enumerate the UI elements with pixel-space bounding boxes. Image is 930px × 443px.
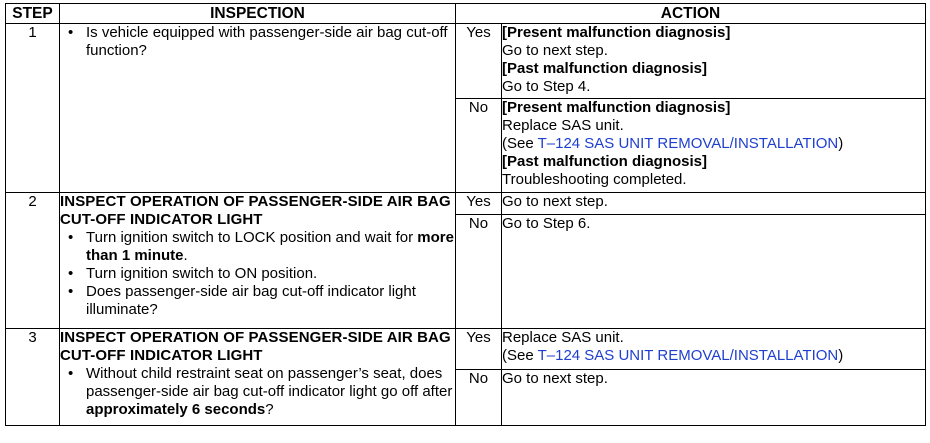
bullet-emphasis: approximately 6 seconds bbox=[86, 401, 266, 418]
no-label: No bbox=[456, 215, 502, 329]
bullet-text: Without child restraint seat on passenger’s seat, does passenger-side air bag cut-off indicator light go off after bbox=[86, 365, 453, 400]
see-reference bbox=[502, 135, 925, 153]
action-cell bbox=[502, 99, 926, 193]
action-text: Go to next step. bbox=[502, 193, 926, 215]
inspection-bullet: • Is vehicle equipped with passenger-side air bag cut-off function? bbox=[86, 24, 455, 60]
action-text: Replace SAS unit. bbox=[502, 329, 624, 346]
column-header-step: STEP bbox=[6, 4, 60, 24]
inspection-bullets bbox=[60, 365, 455, 419]
action-text: Replace SAS unit. bbox=[502, 117, 624, 134]
inspection-heading: INSPECT OPERATION OF PASSENGER-SIDE AIR BAG CUT-OFF INDICATOR LIGHT bbox=[60, 193, 451, 228]
table-row bbox=[6, 329, 926, 370]
see-prefix: (See bbox=[502, 135, 538, 152]
inspection-bullet bbox=[86, 365, 455, 419]
inspection-bullet: • Does passenger-side air bag cut-off indicator light illuminate? bbox=[86, 283, 455, 319]
step-number: 1 bbox=[6, 24, 60, 193]
see-suffix: ) bbox=[838, 347, 844, 364]
see-prefix: (See bbox=[502, 347, 538, 364]
see-suffix: ) bbox=[838, 135, 844, 152]
step-number: 3 bbox=[6, 329, 60, 426]
action-text: Go to next step. bbox=[502, 42, 608, 59]
yes-label: Yes bbox=[456, 24, 502, 99]
inspection-bullets bbox=[60, 229, 455, 319]
diagnostic-procedure bbox=[5, 3, 926, 426]
past-diagnosis-heading: [Past malfunction diagnosis] bbox=[502, 153, 708, 170]
column-header-inspection: INSPECTION bbox=[60, 4, 456, 24]
table-header-row bbox=[6, 4, 926, 24]
action-text: Go to Step 4. bbox=[502, 78, 591, 95]
inspection-bullets bbox=[60, 24, 455, 60]
diagnostic-table bbox=[5, 3, 926, 426]
sas-unit-removal-link[interactable]: T–124 SAS UNIT REMOVAL/INSTALLATION bbox=[537, 135, 839, 152]
yes-label: Yes bbox=[456, 329, 502, 370]
past-diagnosis-heading: [Past malfunction diagnosis] bbox=[502, 60, 708, 77]
inspection-cell bbox=[60, 329, 456, 426]
step-number: 2 bbox=[6, 193, 60, 329]
inspection-bullet bbox=[86, 229, 455, 265]
present-diagnosis-heading: [Present malfunction diagnosis] bbox=[502, 24, 731, 41]
yes-label: Yes bbox=[456, 193, 502, 215]
no-label: No bbox=[456, 99, 502, 193]
table-row bbox=[6, 24, 926, 99]
bullet-text: ? bbox=[265, 401, 274, 418]
table-row bbox=[6, 193, 926, 215]
action-text: Troubleshooting completed. bbox=[502, 171, 687, 188]
bullet-text: . bbox=[183, 247, 188, 264]
bullet-emphasis: more than 1 minute bbox=[86, 229, 454, 264]
action-cell bbox=[502, 24, 926, 99]
present-diagnosis-heading: [Present malfunction diagnosis] bbox=[502, 99, 731, 116]
inspection-bullet: • Turn ignition switch to ON position. bbox=[86, 265, 455, 283]
column-header-action: ACTION bbox=[456, 4, 926, 24]
see-reference bbox=[502, 347, 925, 365]
inspection-cell bbox=[60, 193, 456, 329]
sas-unit-removal-link[interactable]: T–124 SAS UNIT REMOVAL/INSTALLATION bbox=[537, 347, 839, 364]
action-cell bbox=[502, 329, 926, 370]
inspection-cell bbox=[60, 24, 456, 193]
inspection-heading: INSPECT OPERATION OF PASSENGER-SIDE AIR BAG CUT-OFF INDICATOR LIGHT bbox=[60, 329, 451, 364]
action-text: Go to next step. bbox=[502, 370, 926, 426]
bullet-text: Turn ignition switch to LOCK position and wait for bbox=[86, 229, 418, 246]
action-text: Go to Step 6. bbox=[502, 215, 926, 329]
no-label: No bbox=[456, 370, 502, 426]
